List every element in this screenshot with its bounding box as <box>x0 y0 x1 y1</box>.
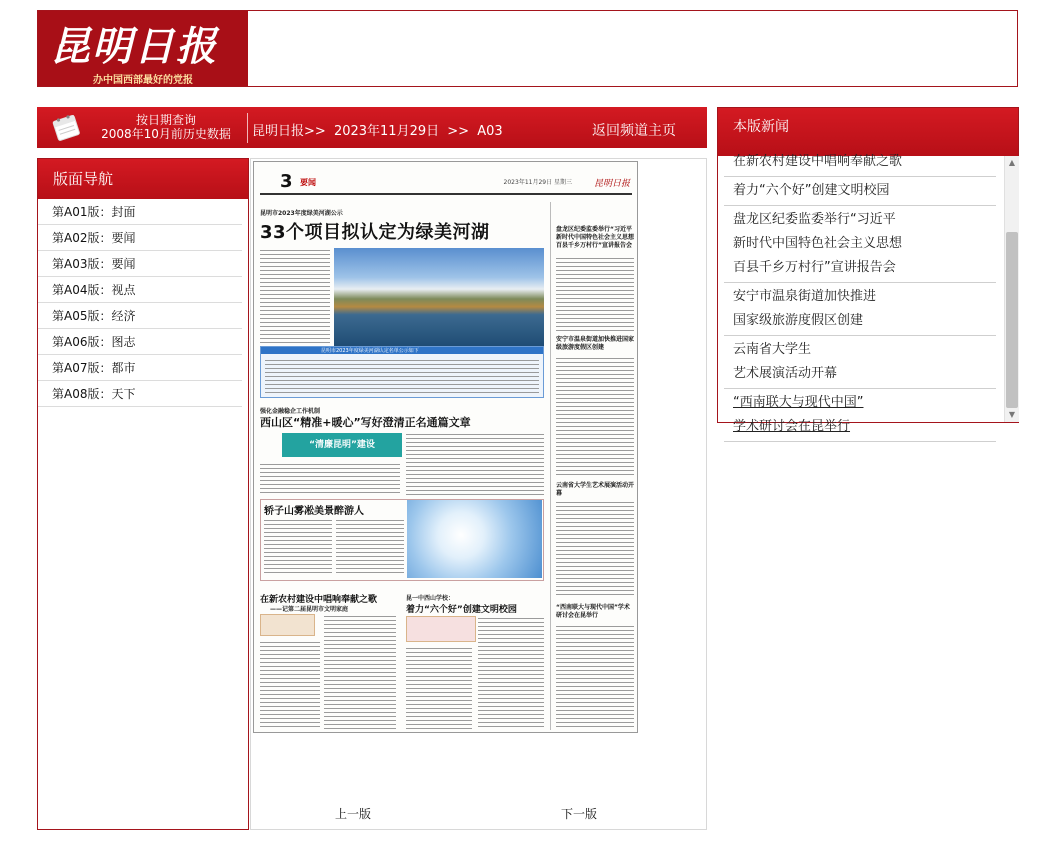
news-item[interactable] <box>724 336 996 389</box>
article-text <box>260 462 400 496</box>
article-headline-village[interactable]: 在新农村建设中唱响奉献之歌 <box>260 595 378 605</box>
info-table-text <box>265 358 539 394</box>
next-page-link[interactable]: 下一版 <box>561 807 598 821</box>
article-text <box>324 614 396 730</box>
article-text <box>264 518 332 576</box>
side-headline-panlong[interactable]: 盘龙区纪委监委举行“习近平新时代中国特色社会主义思想百县千乡万村行”宣讲报告会 <box>556 226 635 249</box>
winter-photo <box>407 500 542 578</box>
article-subheadline: ——记第二届昆明市文明家庭 <box>270 606 349 613</box>
article-headline-xishan[interactable]: 西山区“精准+暖心”写好澄清正名通篇文章 <box>260 416 471 429</box>
page-news-title: 本版新闻 <box>718 108 1018 156</box>
page-navigation-title: 版面导航 <box>38 159 248 199</box>
side-headline-anning[interactable]: 安宁市温泉街道加快推进国家级旅游度假区创建 <box>556 336 635 351</box>
page-header <box>260 171 632 195</box>
nav-item-a02[interactable]: 第A02版：要闻 <box>38 225 242 251</box>
scrollbar-thumb[interactable] <box>1006 232 1018 408</box>
top-banner <box>37 10 1018 87</box>
clean-kunming-banner: “清廉昆明”建设 <box>282 433 402 457</box>
breadcrumb-paper[interactable]: 昆明日报>> <box>252 124 326 139</box>
divider <box>247 113 248 143</box>
article-headline-lake[interactable]: 33个项目拟认定为绿美河湖 <box>260 222 490 243</box>
news-item-line: 艺术展演活动开幕 <box>733 366 838 381</box>
article-kicker: 昆明市2023年度绿美河湖公示 <box>260 210 343 217</box>
logo-text: 昆明日报 <box>50 23 218 70</box>
date-query-link[interactable] <box>91 113 241 141</box>
prev-page-link[interactable]: 上一版 <box>335 807 372 821</box>
article-text <box>556 256 634 332</box>
nav-item-a05[interactable]: 第A05版：经济 <box>38 303 242 329</box>
breadcrumb-page[interactable]: A03 <box>477 124 503 139</box>
news-list <box>724 148 996 442</box>
news-item-line: 国家级旅游度假区创建 <box>733 313 864 328</box>
news-item-line: 安宁市温泉街道加快推进 <box>733 289 877 304</box>
news-item[interactable] <box>724 148 996 177</box>
scroll-up-icon[interactable]: ▲ <box>1008 158 1016 167</box>
article-headline-school[interactable]: 着力“六个好”创建文明校园 <box>406 605 517 615</box>
article-text <box>478 616 544 730</box>
article-text <box>556 624 634 730</box>
article-image <box>260 614 315 636</box>
column-divider <box>550 202 551 730</box>
news-item[interactable] <box>724 206 996 283</box>
history-data-label: 2008年10月前历史数据 <box>101 127 231 141</box>
news-item-line: 着力“六个好”创建文明校园 <box>733 183 890 198</box>
news-item-line: 新时代中国特色社会主义思想 <box>733 236 903 251</box>
news-item-line: 学术研讨会在昆举行 <box>733 419 851 434</box>
newspaper-page-image[interactable] <box>253 161 638 733</box>
news-item-line: 在新农村建设中唱响奉献之歌 <box>733 154 903 169</box>
article-image <box>406 616 476 642</box>
news-item-line: 云南省大学生 <box>733 342 812 357</box>
side-headline-lianda[interactable]: “西南联大与现代中国”学术研讨会在昆举行 <box>556 604 630 619</box>
nav-item-a01[interactable]: 第A01版：封面 <box>38 199 242 225</box>
breadcrumb <box>252 120 507 139</box>
page-section: 要闻 <box>300 178 316 187</box>
breadcrumb-separator: >> <box>447 124 470 139</box>
nav-item-a07[interactable]: 第A07版：都市 <box>38 355 242 381</box>
article-kicker: 昆一中西山学校： <box>406 595 455 602</box>
article-text <box>260 640 320 730</box>
news-item[interactable] <box>724 177 996 206</box>
article-text <box>406 646 472 730</box>
date-query-label: 按日期查询 <box>135 113 196 127</box>
logo-slogan: 办中国西部最好的党报 <box>93 75 193 86</box>
nav-item-a06[interactable]: 第A06版：图志 <box>38 329 242 355</box>
article-text <box>556 500 634 598</box>
date-bar <box>37 107 707 148</box>
page-navigation <box>37 158 249 830</box>
article-kicker: 强化金融稳企工作机制 <box>260 408 321 415</box>
back-to-channel-link[interactable]: 返回频道主页 <box>592 123 676 139</box>
kunming-daily-logo[interactable] <box>38 11 248 86</box>
page-logo: 昆明日报 <box>593 179 630 189</box>
article-headline-rime[interactable]: 轿子山雾凇美景醉游人 <box>264 506 364 517</box>
info-table <box>260 346 544 398</box>
news-list-viewport[interactable] <box>718 154 1004 434</box>
calendar-icon[interactable] <box>51 112 81 142</box>
article-text <box>260 248 330 344</box>
news-scrollbar[interactable] <box>1004 156 1019 422</box>
breadcrumb-date[interactable]: 2023年11月29日 <box>333 124 440 139</box>
side-headline-art[interactable]: 云南省大学生艺术展演活动开幕 <box>556 482 635 497</box>
news-item-line: “西南联大与现代中国” <box>733 395 864 410</box>
page-nav-list <box>38 199 248 407</box>
scroll-down-icon[interactable]: ▼ <box>1008 410 1016 419</box>
page-news-panel <box>717 107 1019 434</box>
lake-photo <box>334 248 544 346</box>
news-item-line: 百县千乡万村行”宣讲报告会 <box>733 260 896 275</box>
article-text <box>406 432 544 496</box>
page-number: 3 <box>280 171 293 192</box>
news-item-line: 盘龙区纪委监委举行“习近平 <box>733 212 896 227</box>
info-table-title: 昆明市2023年度绿美河湖认定名单公示如下 <box>321 348 419 354</box>
nav-item-a04[interactable]: 第A04版：视点 <box>38 277 242 303</box>
page-date: 2023年11月29日 星期三 <box>503 179 572 186</box>
article-text <box>336 518 404 576</box>
nav-item-a08[interactable]: 第A08版：天下 <box>38 381 242 407</box>
news-item[interactable] <box>724 283 996 336</box>
nav-item-a03[interactable]: 第A03版：要闻 <box>38 251 242 277</box>
article-text <box>556 356 634 478</box>
news-item[interactable] <box>724 389 996 442</box>
newspaper-frame <box>250 158 707 830</box>
